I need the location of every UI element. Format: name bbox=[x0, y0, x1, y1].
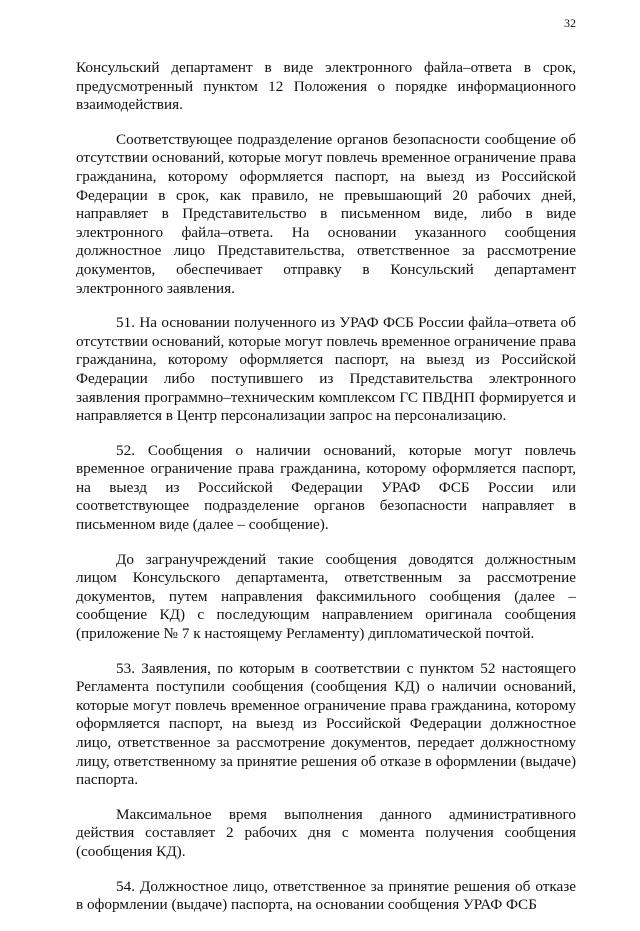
paragraph-item-54: 54. Должностное лицо, ответственное за принятие решения об отказе в оформлении (выдаче) паспорта, на основании сообщения УРАФ ФСБ bbox=[76, 877, 576, 914]
paragraph-embassy-notices: До загранучреждений такие сообщения доводятся должностным лицом Консульского департамента, ответственным за рассмотрение документов, путем направления факсимильного сообщения (далее – сообщение КД) с последующим направлением оригинала сообщения (приложение № 7 к настоящему Регламенту) дипломатической почтой. bbox=[76, 550, 576, 643]
document-body bbox=[76, 59, 576, 931]
paragraph-item-51: 51. На основании полученного из УРАФ ФСБ России файла–ответа об отсутствии оснований, которые могут повлечь временное ограничение права гражданина, которому оформляется паспорт, на выезд из Российской Федерации либо поступившего из Представительства электронного заявления программно–техническим комплексом ГС ПВДНП формируется и направляется в Центр персонализации запрос на персонализацию. bbox=[76, 314, 576, 425]
page-number: 32 bbox=[564, 16, 576, 30]
paragraph-item-53: 53. Заявления, по которым в соответствии с пунктом 52 настоящего Регламента поступили сообщения (сообщения КД) о наличии оснований, которые могут повлечь временное ограничение права гражданина, которому оформляется паспорт, на выезд из Российской Федерации должностное лицо, ответственное за рассмотрение документов, передает должностному лицу, ответственному за принятие решения об отказе в оформлении (выдаче) паспорта. bbox=[76, 659, 576, 789]
paragraph-security-response: Соответствующее подразделение органов безопасности сообщение об отсутствии оснований, которые могут повлечь временное ограничение права гражданина, которому оформляется паспорт, на выезд из Российской Федерации в срок, как правило, не превышающий 20 рабочих дней, направляет в Представительство в письменном виде, либо в виде электронного файла–ответа. На основании указанного сообщения должностное лицо Представительства, ответственное за рассмотрение документов, обеспечивает отправку в Консульский департамент электронного заявления. bbox=[76, 130, 576, 297]
paragraph-max-time: Максимальное время выполнения данного административного действия составляет 2 рабочих дня с момента получения сообщения (сообщения КД). bbox=[76, 805, 576, 860]
paragraph-continuation: Консульский департамент в виде электронного файла–ответа в срок, предусмотренный пунктом 12 Положения о порядке информационного взаимодействия. bbox=[76, 59, 576, 114]
paragraph-item-52: 52. Сообщения о наличии оснований, которые могут повлечь временное ограничение права гражданина, которому оформляется паспорт, на выезд из Российской Федерации УРАФ ФСБ России или соответствующее подразделение органов безопасности направляет в письменном виде (далее – сообщение). bbox=[76, 441, 576, 534]
